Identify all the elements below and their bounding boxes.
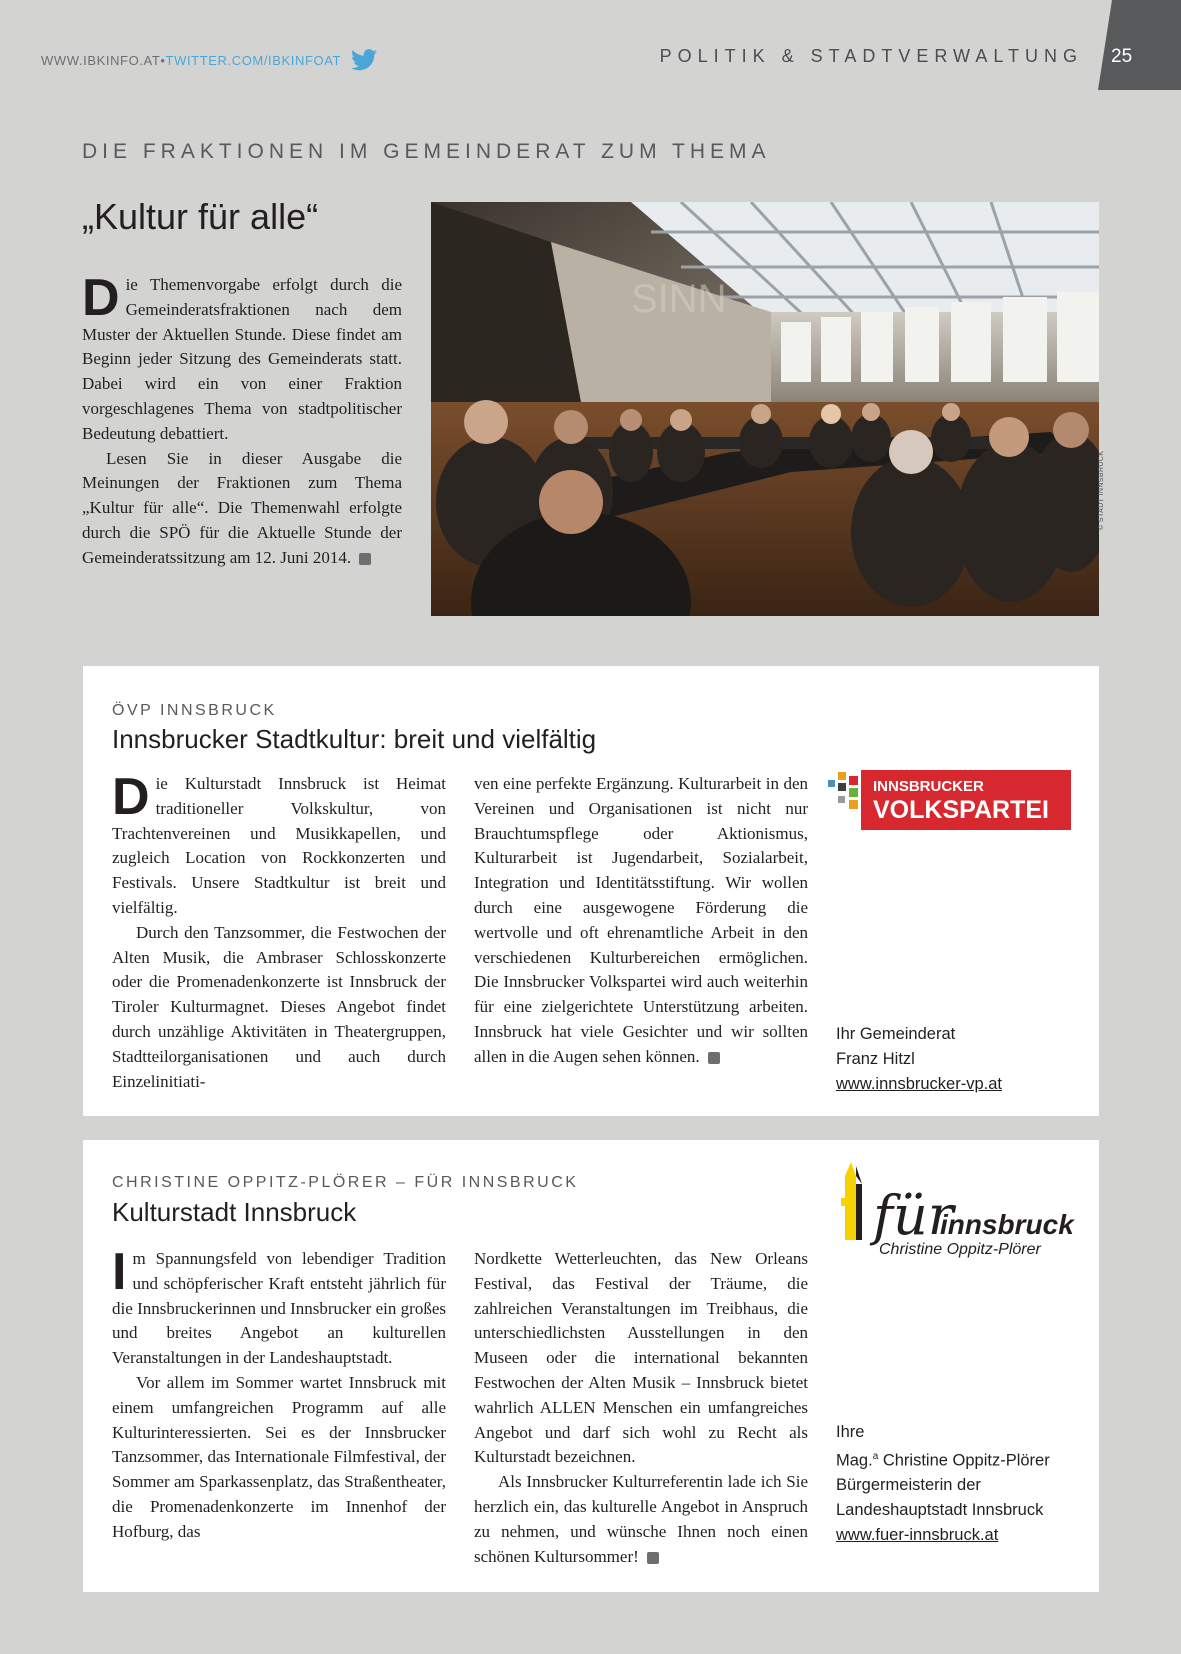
intro-p2-text: Lesen Sie in dieser Ausgabe die Meinungen der Fraktionen zum Thema „Kultur für alle“. Die Themenwahl erfolgte durch die SPÖ für die Aktuelle Stunde der Gemeinderatssitzung am 12. Juni 2014. [82, 448, 402, 567]
logo-line-1: INNSBRUCKER [873, 778, 984, 795]
signature-role-2: Landeshauptstadt Innsbruck [836, 1500, 1044, 1519]
signature-name: Franz Hitzl [836, 1049, 915, 1068]
party-website-link[interactable]: www.fuer-innsbruck.at [836, 1525, 999, 1544]
fuer-innsbruck-logo [837, 1162, 1087, 1258]
header-separator: • [160, 52, 166, 68]
paragraph-text: Vor allem im Sommer wartet Innsbruck mit einem umfangreichen Programm auf alle Kulturinteressierten. Sei es der Innsbrucker Tanzsommer, das Internationale Filmfestival, der Sommer am Sparkassenplatz, das Straßentheater, die Promenadenkonzerte im Innenhof der Hofburg, das [112, 1372, 446, 1541]
website-link[interactable]: WWW.IBKINFO.AT [41, 52, 161, 68]
end-square-icon [708, 1052, 720, 1064]
paragraph-text: Durch den Tanzsommer, die Festwochen der Alten Musik, die Ambraser Schlosskonzerte oder die Promenadenkonzerte ist Innsbruck der Tiroler Kulturmagnet. Dieses Angebot findet durch unzählige Aktivitäten in Theatergruppen, Stadtteilorganisationen und auch durch Einzelinitiati- [112, 922, 446, 1091]
paragraph-text: Als Innsbrucker Kulturreferentin lade ich Sie herzlich ein, das kulturelle Angebot in Anspruch zu nehmen, und wünsche Ihnen noch einen schönen Kultursommer! [474, 1472, 808, 1566]
intro-paragraph-1 [82, 269, 402, 447]
signature-line: Ihr Gemeinderat [836, 1025, 956, 1043]
signature-name [836, 1445, 1050, 1473]
page-title: „Kultur für alle“ [82, 196, 319, 237]
paragraph-text: Nordkette Wetterleuchten, das New Orleans Festival, das Festival der Träume, die zahlreichen Veranstaltungen im Treibhaus, die unterschiedlichsten Ausstellungen in den Museen oder die international bekannten Festwochen der Alten Musik – Innsbruck bietet wahrlich ALLEN Menschen ein umfangreiches Angebot und darf sich wohl zu Recht als Kulturstadt bezeichnen. [474, 1249, 808, 1467]
logo-line-2: VOLKSPARTEI [873, 796, 1049, 824]
statement-title: Kulturstadt Innsbruck [112, 1197, 357, 1227]
photo-credit: © STADT INNSBRUCK [1098, 450, 1105, 530]
oevp-statement-box [83, 666, 1099, 1116]
dropcap: D [82, 269, 120, 327]
party-label: ÖVP INNSBRUCK [112, 702, 277, 719]
end-square-icon [647, 1552, 659, 1564]
party-label: CHRISTINE OPPITZ-PLÖRER – FÜR INNSBRUCK [112, 1174, 579, 1191]
statement-column-2 [474, 1247, 808, 1569]
party-website-link[interactable]: www.innsbrucker-vp.at [836, 1074, 1002, 1093]
intro-p1-text: ie Themenvorgabe erfolgt durch die Gemeinderatsfraktionen nach dem Muster der Aktuellen Stunde. Diese findet am Beginn jeder Sitzung des Gemeinderats statt. Dabei wird ein von einer Fraktion vorgeschlagenes Thema von stadtpolitischer Bedeutung debattiert. [82, 275, 402, 443]
dropcap: I [112, 1243, 127, 1301]
paragraph [474, 1247, 808, 1470]
signature-role: Bürgermeisterin der [836, 1476, 981, 1495]
title-superscript: a [872, 1450, 879, 1462]
signature-line: Ihre [836, 1423, 865, 1441]
signature-block [836, 1420, 1050, 1547]
header-links [41, 49, 377, 71]
fi-statement-box [83, 1140, 1099, 1592]
page-tab [1098, 0, 1181, 90]
volkspartei-logo [826, 770, 1071, 834]
title-prefix: Mag. [836, 1451, 873, 1470]
intro-text [82, 269, 402, 571]
statement-column-1 [112, 768, 446, 1094]
paragraph-text: ie Kulturstadt Innsbruck ist Heimat traditioneller Volkskultur, von Trachtenvereinen und Musikkapellen, und zugleich Location von Rockkonzerten und Festivals. Unsere Stadtkultur ist breit und vielfältig. [112, 774, 446, 917]
section-header: POLITIK & STADTVERWALTUNG [659, 46, 1083, 66]
statement-column-2 [474, 772, 808, 1070]
paragraph [112, 768, 446, 921]
section-label: DIE FRAKTIONEN IM GEMEINDERAT ZUM THEMA [82, 140, 771, 163]
end-square-icon [359, 553, 371, 565]
twitter-link[interactable]: TWITTER.COM/IBKINFOAT [165, 52, 342, 68]
paragraph [112, 921, 446, 1095]
logo-name: Christine Oppitz-Plörer [879, 1241, 1041, 1258]
signature-block [836, 1022, 1002, 1096]
dropcap: D [112, 768, 150, 826]
twitter-bird-icon[interactable] [351, 49, 377, 71]
statement-title: Innsbrucker Stadtkultur: breit und vielfältig [112, 724, 597, 754]
paragraph-text: m Spannungsfeld von lebendiger Tradition und schöpferischer Kraft entsteht jährlich für die Innsbruckerinnen und Innsbrucker ein großes und breites Angebot an kulturellen Veranstaltungen in der Landeshauptstadt. [112, 1249, 446, 1368]
logo-innsbruck: innsbruck [940, 1209, 1074, 1240]
statement-column-1 [112, 1243, 446, 1545]
paragraph [474, 1470, 808, 1569]
svg-text:SINN: SINN [631, 277, 727, 321]
council-chamber-photo [431, 202, 1099, 616]
paragraph-text: ven eine perfekte Ergänzung. Kulturarbeit in den Vereinen und Organisationen ist nicht nur Brauchtumspflege oder Aktionismus, Kulturarbeit ist Jugendarbeit, Sozialarbeit, Integration und Identitätsstiftung. Wir wollen durch eine ausgewogene Förderung die wertvolle und oft ehrenamtliche Arbeit in den verschiedenen Kulturbereichen ermöglichen. Die Innsbrucker Volkspartei wird auch weiterhin für eine zielgerichtete Unterstützung arbeiten. Innsbruck hat viele Gesichter und wir sollten allen in die Augen sehen können. [474, 774, 808, 1066]
logo-fuer: für [873, 1184, 954, 1247]
paragraph [112, 1243, 446, 1371]
paragraph [112, 1371, 446, 1545]
signature-name-text: Christine Oppitz-Plörer [878, 1451, 1050, 1470]
intro-paragraph-2 [82, 447, 402, 571]
paragraph [474, 772, 808, 1070]
page-number: 25 [1111, 46, 1133, 67]
